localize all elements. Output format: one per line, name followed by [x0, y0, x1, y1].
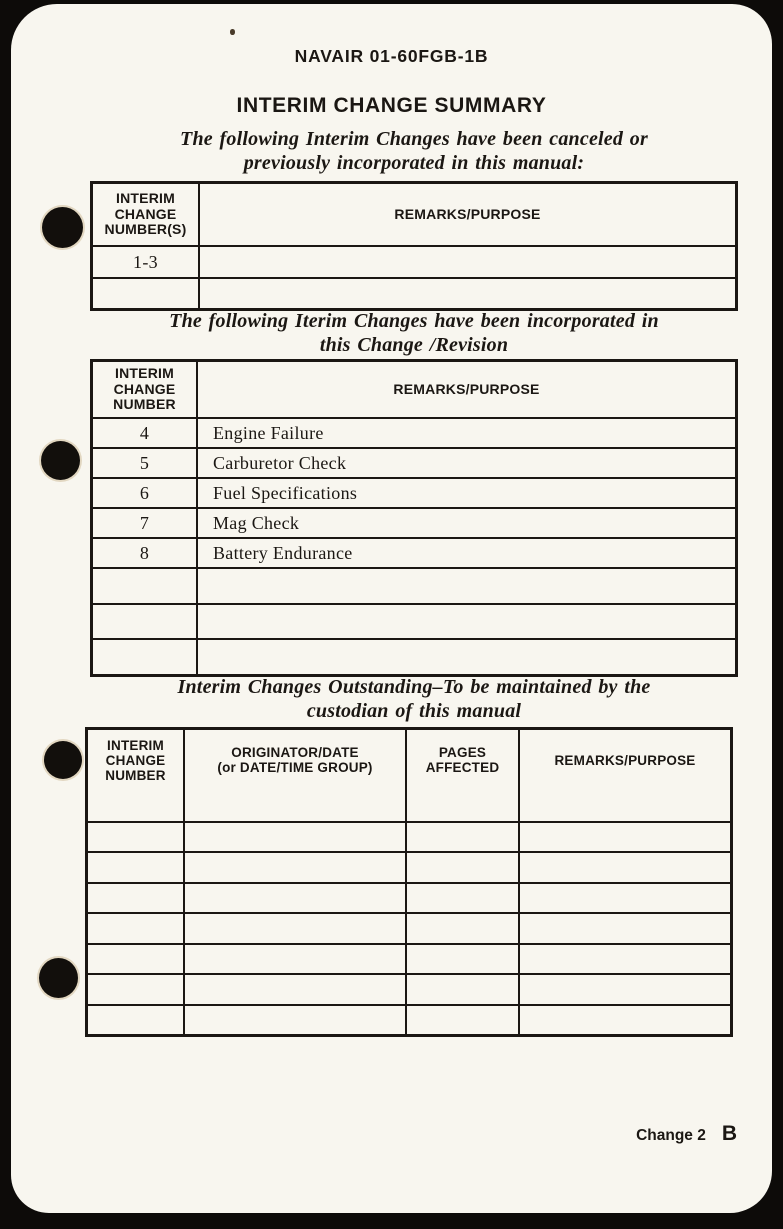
- column-header-remarks-purpose: REMARKS/PURPOSE: [196, 362, 735, 417]
- change-number-cell: 5: [139, 452, 150, 473]
- change-number-cell: [93, 605, 196, 639]
- empty-cell: [518, 884, 730, 913]
- change-number-cell: [93, 569, 196, 603]
- empty-cell: [405, 1006, 518, 1035]
- empty-cell: [405, 914, 518, 943]
- remarks-cell: Fuel Specifications: [196, 479, 735, 507]
- caption-line: this Change /Revision: [319, 334, 509, 356]
- header-line: NUMBER: [113, 396, 176, 413]
- table-row: [93, 638, 735, 674]
- empty-cell: [183, 823, 405, 852]
- incorporated-changes-table: [90, 359, 738, 677]
- page-letter: B: [721, 1122, 737, 1145]
- empty-cell: [183, 945, 405, 974]
- remarks-cell: Engine Failure: [196, 419, 735, 447]
- table-row: [93, 417, 735, 447]
- empty-cell: [518, 945, 730, 974]
- empty-cell: [518, 853, 730, 882]
- remarks-cell: [198, 279, 735, 308]
- column-header-interim-change-number: [88, 730, 183, 790]
- empty-cell: [183, 914, 405, 943]
- remarks-cell: Carburetor Check: [196, 449, 735, 477]
- column-header-remarks-purpose: REMARKS/PURPOSE: [518, 730, 730, 790]
- change-number-label: Change 2: [636, 1127, 706, 1144]
- change-number-cell: 4: [139, 422, 150, 443]
- header-line: INTERIM: [115, 365, 174, 382]
- table-row: [93, 507, 735, 537]
- table-row: [93, 277, 735, 308]
- header-line: ORIGINATOR/DATE: [231, 745, 359, 760]
- column-header-pages-affected: [405, 730, 518, 790]
- canceled-changes-table: [90, 181, 738, 311]
- hole-punch: [42, 207, 83, 248]
- empty-cell: [518, 823, 730, 852]
- empty-cell: [405, 884, 518, 913]
- header-line: CHANGE: [114, 205, 177, 222]
- remarks-cell: Battery Endurance: [196, 539, 735, 567]
- header-line: INTERIM: [116, 190, 175, 207]
- hole-punch: [44, 741, 82, 779]
- remarks-cell: [198, 247, 735, 277]
- table-row: [93, 567, 735, 603]
- caption-line: The following Interim Changes have been canceled or: [180, 128, 648, 150]
- change-number-cell: 7: [139, 512, 150, 533]
- empty-cell: [88, 790, 183, 821]
- empty-cell: [405, 975, 518, 1004]
- empty-cell: [88, 823, 183, 852]
- caption-line: The following Iterim Changes have been incorporated in: [169, 310, 659, 332]
- empty-cell: [405, 823, 518, 852]
- caption-line: Interim Changes Outstanding–To be maintained by the: [177, 676, 651, 698]
- empty-cell: [88, 975, 183, 1004]
- caption-canceled: [90, 127, 738, 175]
- table-header-row: [93, 184, 735, 245]
- header-line: INTERIM: [107, 737, 164, 753]
- empty-cell: [88, 884, 183, 913]
- page-footer: [636, 1122, 737, 1146]
- header-line: PAGES: [438, 745, 487, 760]
- header-line: CHANGE: [105, 752, 166, 768]
- page-title: INTERIM CHANGE SUMMARY: [236, 94, 547, 117]
- document-number: NAVAIR 01-60FGB-1B: [294, 46, 489, 66]
- change-number-cell: 6: [139, 482, 150, 503]
- column-header-remarks-purpose: REMARKS/PURPOSE: [198, 184, 735, 245]
- empty-cell: [405, 853, 518, 882]
- table-row: [88, 943, 730, 974]
- hole-punch: [41, 441, 80, 480]
- hole-punch: [39, 958, 78, 998]
- header-line: NUMBER(S): [104, 221, 187, 238]
- column-header-originator-date: [183, 730, 405, 790]
- table-row: [88, 821, 730, 852]
- table-row: [88, 1004, 730, 1035]
- outstanding-changes-table: [85, 727, 733, 1037]
- table-row: [88, 790, 730, 821]
- header-line: AFFECTED: [425, 760, 500, 775]
- table-row: [93, 245, 735, 277]
- empty-cell: [183, 1006, 405, 1035]
- remarks-cell: [196, 640, 735, 674]
- remarks-cell: Mag Check: [196, 509, 735, 537]
- table-header-row: [88, 730, 730, 790]
- empty-cell: [183, 790, 405, 821]
- empty-cell: [405, 945, 518, 974]
- scan-speck: [230, 29, 235, 35]
- empty-cell: [88, 853, 183, 882]
- empty-cell: [518, 914, 730, 943]
- empty-cell: [183, 975, 405, 1004]
- caption-line: custodian of this manual: [306, 700, 522, 722]
- caption-incorporated: [90, 309, 738, 357]
- change-number-cell: [93, 640, 196, 674]
- table-row: [88, 882, 730, 913]
- empty-cell: [88, 945, 183, 974]
- caption-outstanding: [90, 675, 738, 723]
- table-row: [88, 973, 730, 1004]
- empty-cell: [183, 853, 405, 882]
- header-line: (or DATE/TIME GROUP): [217, 760, 373, 775]
- change-number-cell: 1-3: [133, 251, 158, 272]
- column-header-interim-change-number: [93, 362, 196, 417]
- table-header-row: [93, 362, 735, 417]
- empty-cell: [88, 914, 183, 943]
- column-header-interim-change-numbers: [93, 184, 198, 245]
- header-line: NUMBER: [105, 767, 166, 783]
- change-number-cell: 8: [139, 542, 150, 563]
- remarks-cell: [196, 569, 735, 603]
- remarks-cell: [196, 605, 735, 639]
- empty-cell: [405, 790, 518, 821]
- empty-cell: [518, 975, 730, 1004]
- empty-cell: [88, 1006, 183, 1035]
- table-row: [93, 537, 735, 567]
- empty-cell: [183, 884, 405, 913]
- empty-cell: [518, 790, 730, 821]
- caption-line: previously incorporated in this manual:: [243, 152, 585, 174]
- table-row: [88, 912, 730, 943]
- table-row: [93, 447, 735, 477]
- table-row: [88, 851, 730, 882]
- empty-cell: [518, 1006, 730, 1035]
- table-row: [93, 477, 735, 507]
- table-row: [93, 603, 735, 639]
- header-line: CHANGE: [113, 380, 176, 397]
- change-number-cell: [93, 279, 198, 308]
